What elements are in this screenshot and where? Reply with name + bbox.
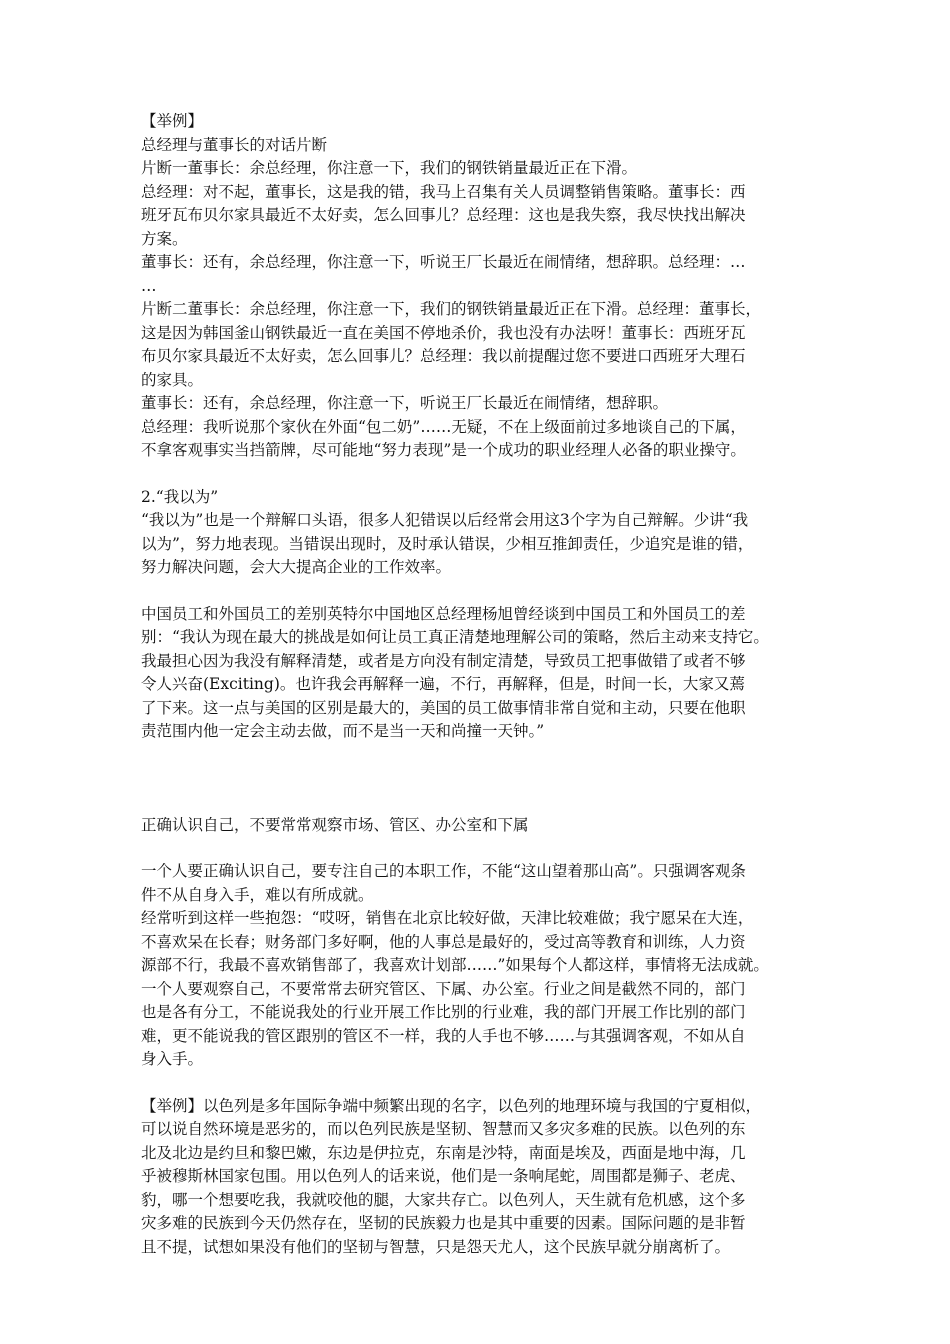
text-line: 不拿客观事实当挡箭牌，尽可能地“努力表现”是一个成功的职业经理人必备的职业操守。 (141, 441, 746, 459)
paragraph-gap (141, 744, 829, 814)
israel-example-section (141, 1095, 829, 1260)
text-line: 【举例】以色列是多年国际争端中频繁出现的名字，以色列的地理环境与我国的宁夏相似， (141, 1096, 762, 1115)
text-line: 总经理：我听说那个家伙在外面“包二奶”……无疑，不在上级面前过多地谈自己的下属， (141, 417, 746, 436)
text-line: 一个人要正确认识自己，要专注自己的本职工作，不能“这山望着那山高”。只强调客观条 (141, 862, 746, 880)
text-line: 的家具。 (141, 370, 204, 389)
text-line: 也是各有分工，不能说我处的行业开展工作比别的行业难，我的部门开展工作比别的部门 (141, 1003, 746, 1021)
text-line: 片断一董事长：余总经理，你注意一下，我们的钢铁销量最近正在下滑。 (141, 159, 638, 177)
text-line: … (141, 276, 157, 295)
text-line: 乎被穆斯林国家包围。用以色列人的话来说，他们是一条响尾蛇，周围都是狮子、老虎、 (141, 1167, 746, 1185)
text-line: 【举例】 (141, 112, 204, 130)
section-heading: 正确认识自己，不要常常观察市场、管区、办公室和下属 (141, 815, 529, 834)
text-line: 北及北边是约旦和黎巴嫩，东边是伊拉克，东南是沙特，南面是埃及，西面是地中海，几 (141, 1143, 746, 1162)
paragraph-gap (141, 580, 829, 603)
text-line: 总经理：对不起，董事长，这是我的错，我马上召集有关人员调整销售策略。董事长：西 (141, 182, 746, 201)
text-line: 灾多难的民族到今天仍然存在，坚韧的民族毅力也是其中重要的因素。国际问题的是非暂 (141, 1214, 746, 1232)
text-line: 方案。 (141, 229, 188, 248)
text-line: 片断二董事长：余总经理，你注意一下，我们的钢铁销量最近正在下滑。总经理：董事长， (141, 300, 762, 318)
section-heading: 2.“我以为” (141, 487, 219, 506)
intel-quote-section (141, 603, 829, 744)
text-line: 件不从自身入手，难以有所成就。 (141, 885, 374, 904)
text-line: 中国员工和外国员工的差别英特尔中国地区总经理杨旭曾经谈到中国员工和外国员工的差 (141, 604, 746, 623)
text-line: 一个人要观察自己，不要常常去研究管区、下属、办公室。行业之间是截然不同的，部门 (141, 979, 746, 998)
text-line: 源部不行，我最不喜欢销售部了，我喜欢计划部……”如果每个人都这样，事情将无法成就。 (141, 956, 769, 974)
text-line: 班牙瓦布贝尔家具最近不太好卖，怎么回事儿？总经理：这也是我失察，我尽快找出解决 (141, 206, 746, 224)
text-line: 身入手。 (141, 1050, 204, 1068)
wo-yi-wei-section (141, 486, 829, 580)
dialogue-example-section (141, 110, 829, 463)
text-line: 令人兴奋(Exciting)。也许我会再解释一遍，不行，再解释，但是，时间一长，大家又蔫 (141, 675, 745, 693)
text-line: “我以为”也是一个辩解口头语，很多人犯错误以后经常会用这3个字为自己辩解。少讲“我 (141, 511, 749, 529)
paragraph-gap (141, 463, 829, 486)
text-line: 以为”，努力地表现。当错误出现时，及时承认错误，少相互推卸责任，少追究是谁的错， (141, 534, 754, 553)
text-line: 了下来。这一点与美国的区别是最大的，美国的员工做事情非常自觉和主动，只要在他职 (141, 698, 746, 717)
document-body (141, 110, 829, 1259)
text-line: 可以说自然环境是恶劣的，而以色列民族是坚韧、智慧而又多灾多难的民族。以色列的东 (141, 1120, 746, 1138)
text-line: 豹，哪一个想要吃我，我就咬他的腿，大家共存亡。以色列人，天生就有危机感，这个多 (141, 1190, 746, 1209)
text-line: 且不提，试想如果没有他们的坚韧与智慧，只是怨天尤人，这个民族早就分崩离析了。 (141, 1237, 731, 1256)
text-line: 我最担心因为我没有解释清楚，或者是方向没有制定清楚，导致员工把事做错了或者不够 (141, 651, 746, 670)
text-line: 努力解决问题，会大大提高企业的工作效率。 (141, 558, 452, 576)
text-line: 经常听到这样一些抱怨：“哎呀，销售在北京比较好做，天津比较难做；我宁愿呆在大连， (141, 909, 754, 927)
text-line: 布贝尔家具最近不太好卖，怎么回事儿？总经理：我以前提醒过您不要进口西班牙大理石 (141, 347, 746, 365)
text-line: 难，更不能说我的管区跟别的管区不一样，我的人手也不够……与其强调客观，不如从自 (141, 1026, 746, 1045)
self-knowledge-section (141, 860, 829, 1072)
text-line: 不喜欢呆在长春；财务部门多好啊，他的人事总是最好的，受过高等教育和训练，人力资 (141, 932, 746, 951)
paragraph-gap (141, 837, 829, 860)
text-line: 别：“我认为现在最大的挑战是如何让员工真正清楚地理解公司的策略，然后主动来支持它。 (141, 628, 769, 646)
text-line: 责范围内他一定会主动去做，而不是当一天和尚撞一天钟。” (141, 722, 545, 740)
text-line: 董事长：还有，余总经理，你注意一下，听说王厂长最近在闹情绪，想辞职。总经理：… (141, 253, 746, 271)
text-line: 这是因为韩国釜山钢铁最近一直在美国不停地杀价，我也没有办法呀！董事长：西班牙瓦 (141, 323, 746, 342)
self-knowledge-heading-section (141, 814, 829, 838)
text-line: 董事长：还有，余总经理，你注意一下，听说王厂长最近在闹情绪，想辞职。 (141, 394, 669, 412)
paragraph-gap (141, 1072, 829, 1095)
text-line: 总经理与董事长的对话片断 (141, 135, 328, 154)
